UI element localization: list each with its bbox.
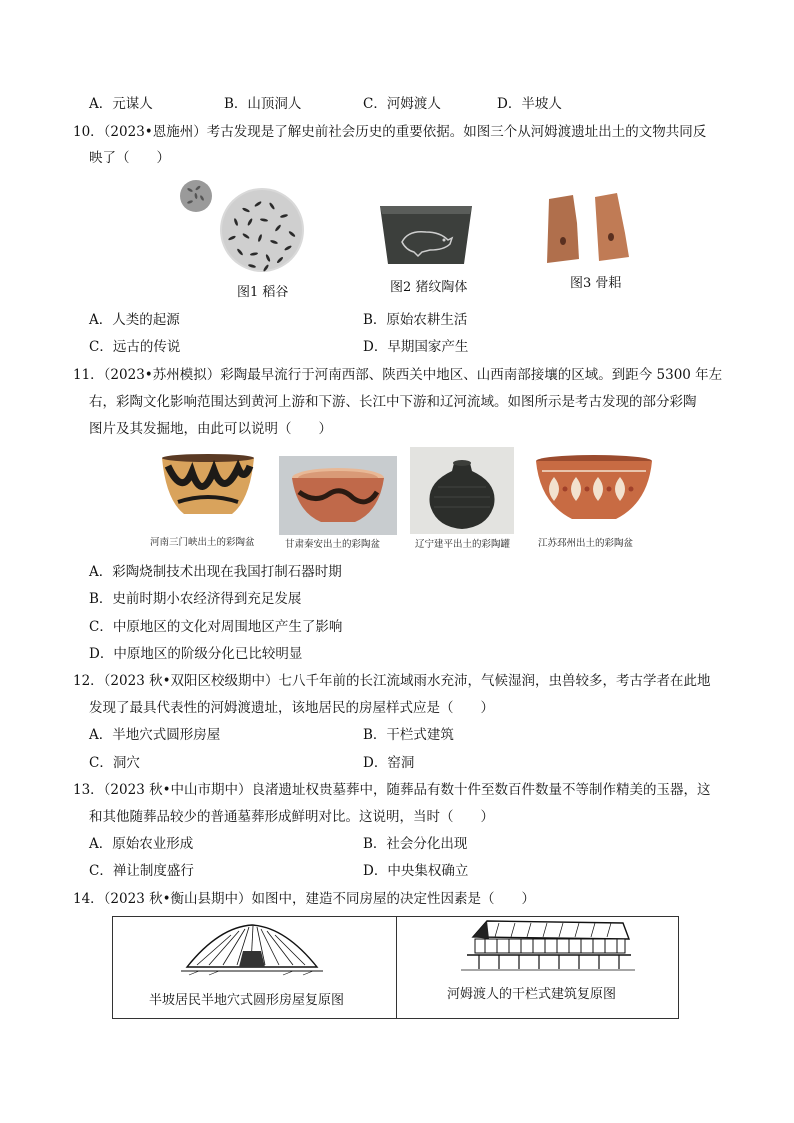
q11-stem-line3: 图片及其发掘地，由此可以说明（ ） [89, 421, 332, 437]
q11-stem-line1: 11．（2023•苏州模拟）彩陶最早流行于河南西部、陕西关中地区、山西南部接壤的区域。到距今 5300 年左 [73, 367, 723, 383]
q10-option-b: B．原始农耕生活 [363, 312, 468, 328]
q13-stem-line2: 和其他随葬品较少的普通墓葬形成鲜明对比。这说明，当时（ ） [89, 809, 494, 825]
table-divider [396, 917, 397, 1018]
q13-stem-line1: 13．（2023 秋•中山市期中）良渚遗址权贵墓葬中，随葬品有数十件至数百件数量不等制作精美的玉器，这 [73, 782, 711, 798]
q10-option-c: C．远古的传说 [89, 339, 181, 355]
q9-option-a: A．元谋人 [89, 96, 153, 112]
pig-pattern-pottery-image [378, 202, 474, 268]
q12-stem-line2: 发现了最具代表性的河姆渡遗址，该地居民的房屋样式应是（ ） [89, 700, 494, 716]
q12-option-c: C．洞穴 [89, 755, 140, 771]
q10-caption-3: 图3 骨耜 [570, 276, 622, 291]
q10-option-d: D．早期国家产生 [363, 339, 469, 355]
q11-stem-line2: 右，彩陶文化影响范围达到黄河上游和下游、长江中下游和辽河流域。如图所示是考古发现的部分彩陶 [89, 394, 697, 410]
q11-caption-1: 河南三门峡出土的彩陶盆 [150, 537, 255, 548]
q10-stem-line2: 映了（ ） [89, 150, 170, 166]
q14-caption-1: 半坡居民半地穴式圆形房屋复原图 [149, 993, 345, 1008]
q11-caption-2: 甘肃秦安出土的彩陶盆 [285, 539, 381, 550]
q11-option-b: B．史前时期小农经济得到充足发展 [89, 591, 302, 607]
q10-stem-line1: 10．（2023•恩施州）考古发现是了解史前社会历史的重要依据。如图三个从河姆渡遗址出土的文物共同反 [73, 124, 707, 140]
q12-option-b: B．干栏式建筑 [363, 727, 454, 743]
q9-option-b: B．山顶洞人 [224, 96, 302, 112]
q9-option-d: D．半坡人 [497, 96, 562, 112]
q13-option-c: C．禅让制度盛行 [89, 863, 194, 879]
gansu-painted-pottery-image [279, 456, 397, 535]
q14-figure-table [112, 916, 679, 1019]
q12-option-d: D．窑洞 [363, 755, 415, 771]
q13-option-b: B．社会分化出现 [363, 836, 468, 852]
q11-option-a: A．彩陶烧制技术出现在我国打制石器时期 [89, 564, 342, 580]
q10-caption-2: 图2 猪纹陶体 [390, 280, 468, 295]
q11-option-d: D．中原地区的阶级分化已比较明显 [89, 646, 303, 662]
q13-option-d: D．中央集权确立 [363, 863, 469, 879]
banpo-round-house-sketch [179, 921, 325, 979]
q11-caption-4: 江苏邳州出土的彩陶盆 [538, 538, 634, 549]
q9-option-c: C．河姆渡人 [363, 96, 441, 112]
q11-option-c: C．中原地区的文化对周围地区产生了影响 [89, 619, 343, 635]
q12-stem-line1: 12．（2023 秋•双阳区校级期中）七八千年前的长江流域雨水充沛，气候湿润，虫兽较多，考古学者在此地 [73, 673, 711, 689]
jiangsu-painted-pottery-image [532, 453, 656, 525]
rice-grain-image [176, 176, 306, 276]
q10-option-a: A．人类的起源 [89, 312, 180, 328]
liaoning-painted-pot-image [410, 447, 514, 534]
q13-option-a: A．原始农业形成 [89, 836, 194, 852]
q10-caption-1: 图1 稻谷 [237, 285, 289, 300]
q12-option-a: A．半地穴式圆形房屋 [89, 727, 221, 743]
hemudu-stilt-house-sketch [459, 919, 635, 973]
henan-painted-pottery-image [158, 452, 258, 518]
q11-caption-3: 辽宁建平出土的彩陶罐 [415, 539, 511, 550]
q14-caption-2: 河姆渡人的干栏式建筑复原图 [447, 987, 617, 1002]
bone-spade-image [543, 193, 635, 265]
q14-stem-line1: 14．（2023 秋•衡山县期中）如图中，建造不同房屋的决定性因素是（ ） [73, 891, 536, 907]
